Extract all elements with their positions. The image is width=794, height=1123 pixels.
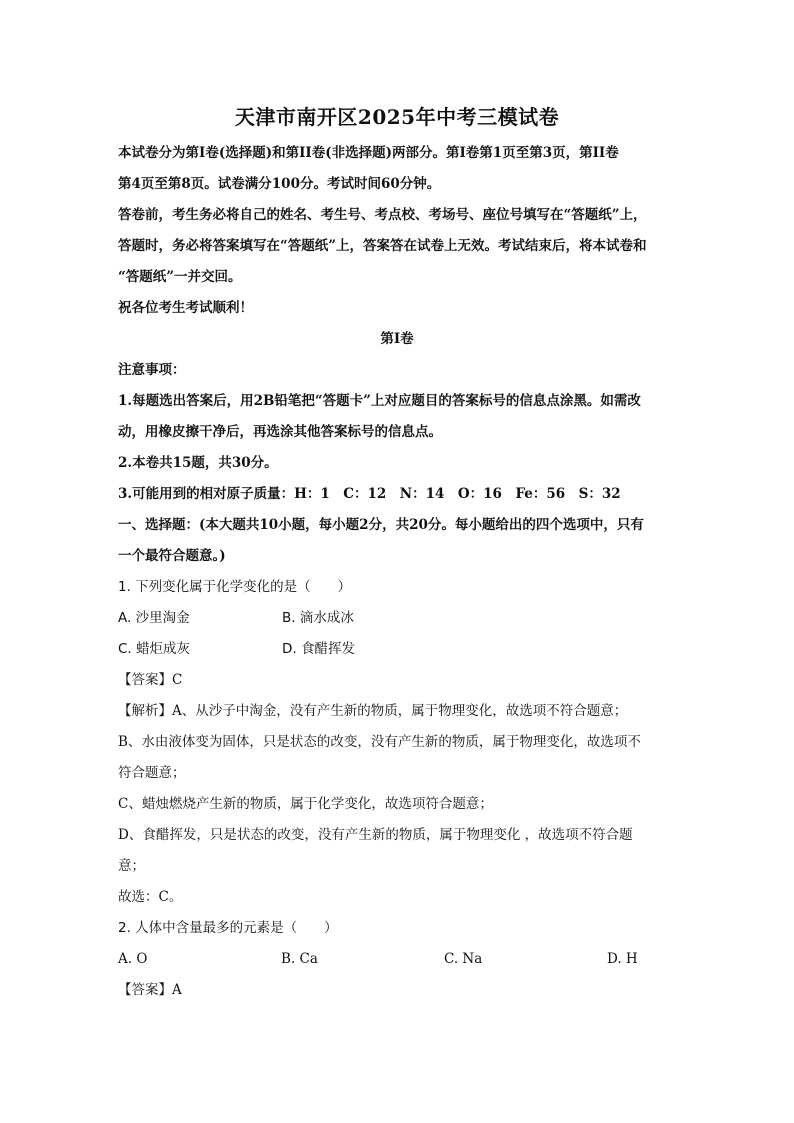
option-c: C. 蜡炬成灰 [118,641,191,657]
analysis-line: 【解析】A、从沙子中淘金，没有产生新的物质，属于物理变化，故选项不符合题意； [118,703,628,719]
intro-line: 第4页至第8页。试卷满分100分。考试时间60分钟。 [118,176,441,192]
analysis-line: D、食醋挥发，只是状态的改变，没有产生新的物质，属于物理变化 ，故选项不符合题 [118,827,633,843]
part-heading: 一、选择题：(本大题共10小题，每小题2分，共20分。每小题给出的四个选项中，只有 [118,517,644,533]
intro-line: “答题纸”一并交回。 [118,269,242,285]
analysis-line: B、水由液体变为固体，只是状态的改变，没有产生新的物质，属于物理变化，故选项不 [118,734,641,750]
intro-line: 祝各位考生考试顺利！ [118,300,253,316]
note-line: 动，用橡皮擦干净后，再选涂其他答案标号的信息点。 [118,424,442,440]
notes-heading: 注意事项： [118,362,186,378]
intro-line: 答题时，务必将答案填写在“答题纸”上，答案答在试卷上无效。考试结束后，将本试卷和 [118,238,647,254]
question-1-options-row [118,634,676,665]
option-d: D. 食醋挥发 [282,641,355,657]
question-2-stem: 2. 人体中含量最多的元素是（ ） [118,920,338,936]
question-2-options-row [118,944,676,975]
option-a: A. O [118,951,148,967]
option-b: B. 滴水成冰 [282,610,354,626]
analysis-line: 故选：C。 [118,889,183,905]
option-b: B. Ca [281,951,318,967]
question-1-answer: 【答案】C [118,672,183,688]
question-1-stem: 1. 下列变化属于化学变化的是（ ） [118,579,352,595]
question-1-options-row [118,603,676,634]
intro-line: 答卷前，考生务必将自己的姓名、考生号、考点校、考场号、座位号填写在“答题纸”上， [118,207,647,223]
analysis-line: C、蜡烛燃烧产生新的物质，属于化学变化，故选项符合题意； [118,796,493,812]
question-2-answer: 【答案】A [118,982,182,998]
exam-page [118,100,676,1006]
intro-line: 本试卷分为第I卷(选择题)和第II卷(非选择题)两部分。第I卷第1页至第3页，第II卷 [118,145,619,161]
option-c: C. Na [444,951,483,967]
note-line: 1.每题选出答案后，用2B铅笔把“答题卡”上对应题目的答案标号的信息点涂黑。如需改 [118,393,641,409]
note-line: 3.可能用到的相对原子质量：H：1 C：12 N：14 O：16 Fe：56 S：32 [118,486,621,502]
analysis-line: 意； [118,858,145,874]
part-heading: 一个最符合题意。) [118,548,226,564]
section-title: 第I卷 [380,331,414,347]
analysis-line: 符合题意； [118,765,186,781]
option-a: A. 沙里淘金 [118,610,190,626]
option-d: D. H [607,951,638,967]
note-line: 2.本卷共15题，共30分。 [118,455,278,471]
exam-title: 天津市南开区2025年中考三模试卷 [234,105,560,129]
